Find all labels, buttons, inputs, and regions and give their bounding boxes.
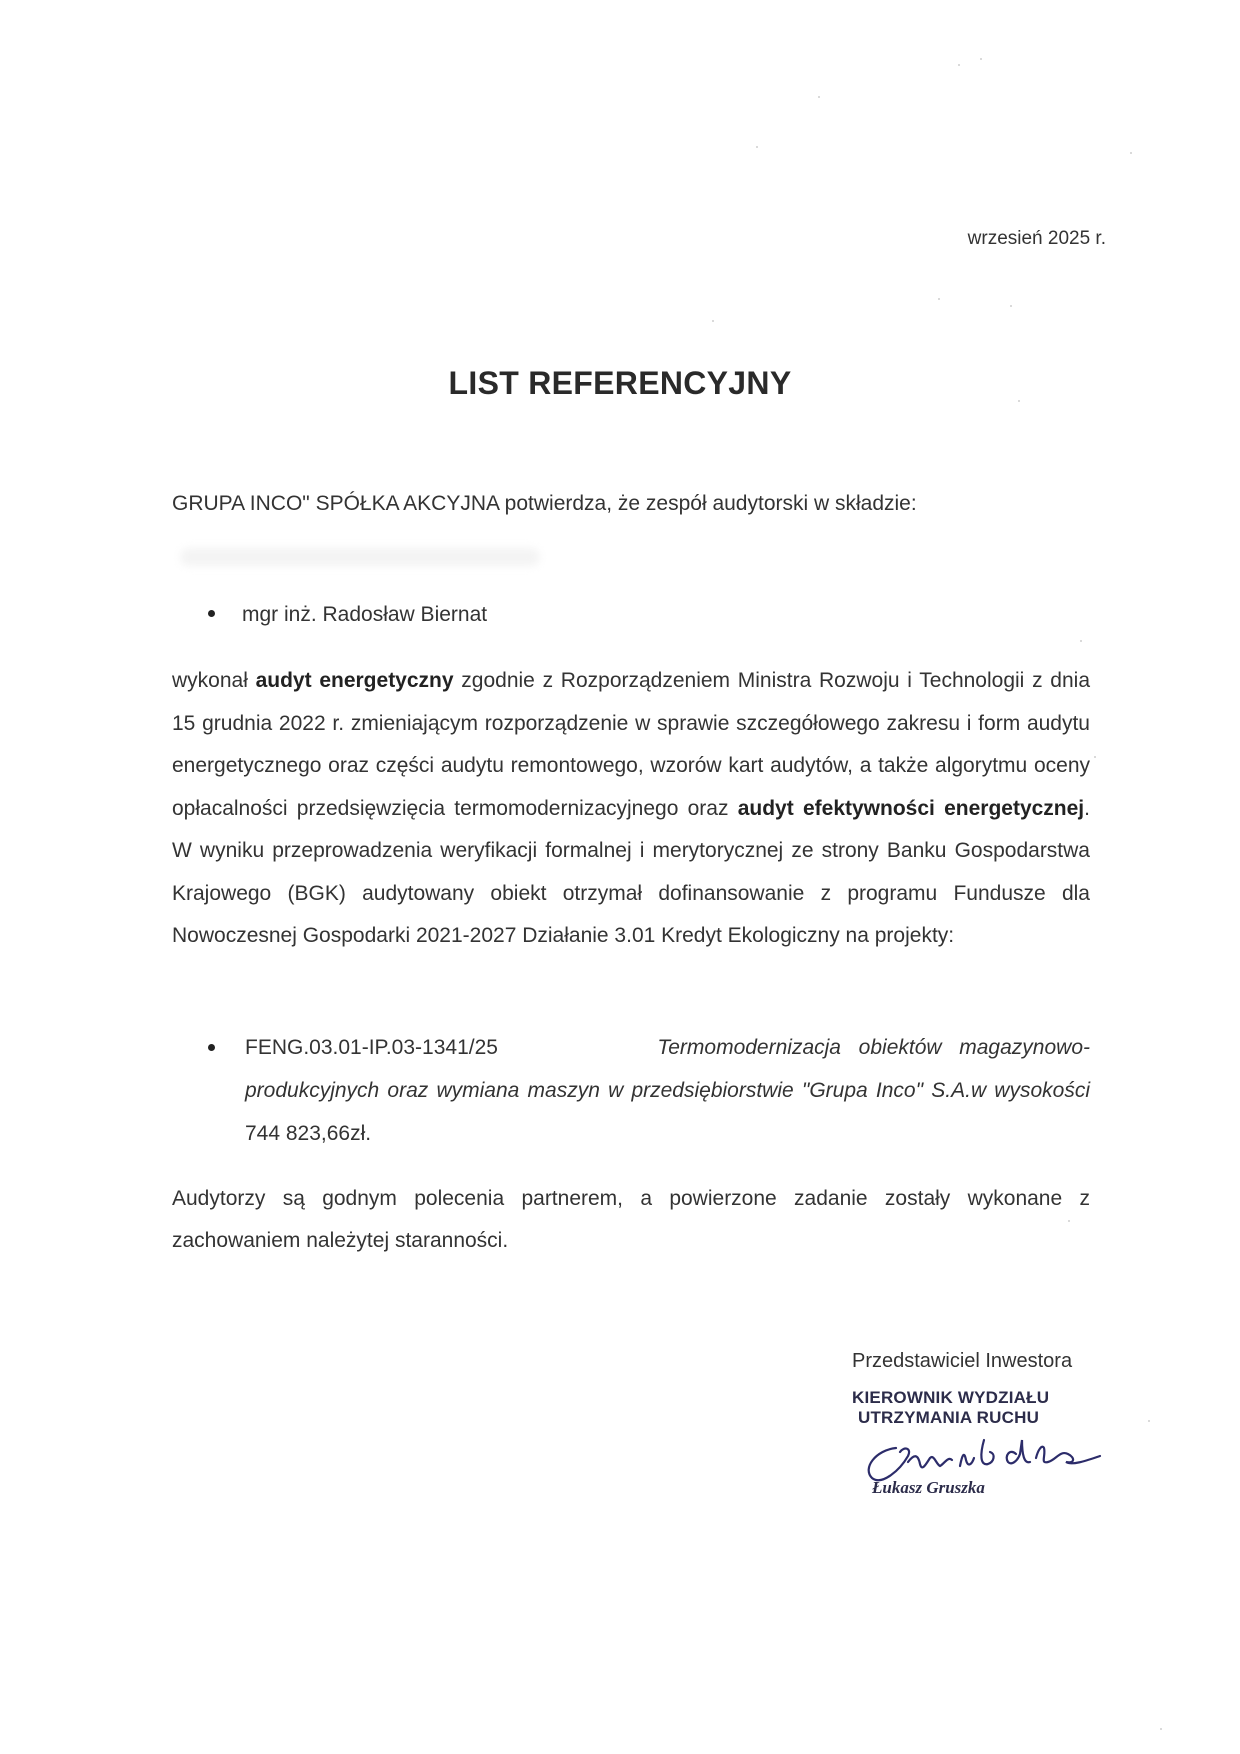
bold-term-efficiency-audit: audyt efektywności energetycznej — [737, 796, 1085, 820]
auditor-name: mgr inż. Radosław Biernat — [242, 603, 488, 626]
project-description — [245, 1026, 1090, 1155]
body-text-part: . W wyniku przeprowadzenia weryfikacji formalnej i merytorycznej ze strony Banku Gospodarstwa Krajowego (BGK) audytowany obiekt otrzymał dofinansowanie z programu Fundusze dla Nowoczesnej Gospodarki 2021-2027 Działanie 3.01 Kredyt Ekologiczny na projekty: — [172, 796, 1090, 947]
body-text-part: zgodnie z Rozporządzeniem Ministra Rozwoju i Technologii z dnia 15 grudnia 2022 r. zmieniającym rozporządzenie w sprawie szczegółowego zakresu i form audytu energetycznego oraz części audytu remontowego, wzorów kart audytów, a także algorytmu oceny opłacalności przedsięwzięcia termomodernizacyjnego oraz — [172, 669, 1090, 820]
bold-term-energy-audit: audyt energetyczny — [255, 669, 454, 692]
project-name: Termomodernizacja obiektów magazynowo-produkcyjnych oraz wymiana maszyn w przedsiębiorstwie "Grupa Inco" S.A.w wysokości — [245, 1036, 1090, 1102]
intro-sentence: GRUPA INCO" SPÓŁKA AKCYJNA potwierdza, że zespół audytorski w składzie: — [172, 492, 917, 515]
closing-paragraph: Audytorzy są godnym polecenia partnerem, a powierzone zadanie zostały wykonane z zachowaniem należytej staranności. — [172, 1187, 1090, 1252]
project-amount: 744 823,66zł. — [245, 1122, 372, 1145]
stamp-name: Łukasz Gruszka — [872, 1478, 985, 1497]
stamp-line-1: KIEROWNIK WYDZIAŁU — [852, 1388, 1050, 1407]
main-paragraph — [172, 660, 1090, 958]
letter-date: wrzesień 2025 r. — [967, 228, 1106, 249]
project-code: FENG.03.01-IP.03-1341/25 — [245, 1036, 498, 1059]
page-title: LIST REFERENCYJNY — [448, 365, 792, 401]
stamp-line-2: UTRZYMANIA RUCHU — [858, 1408, 1040, 1427]
project-list-item — [208, 1026, 1090, 1155]
signatory-role: Przedstawiciel Inwestora — [852, 1350, 1073, 1372]
redacted-line — [180, 548, 540, 566]
body-text-part: wykonał — [172, 669, 256, 692]
auditor-list-item — [208, 603, 487, 627]
bullet-icon — [208, 610, 215, 617]
bullet-icon — [208, 1044, 215, 1051]
